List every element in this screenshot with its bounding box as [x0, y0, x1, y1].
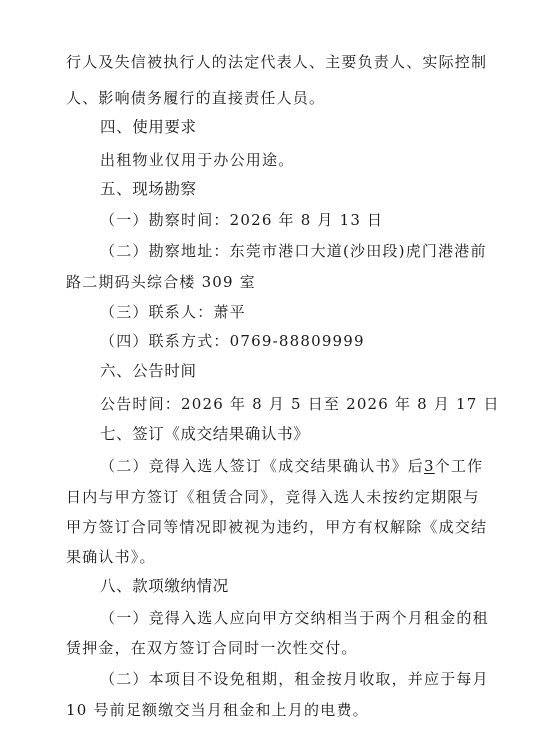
- workdays-number: 3: [424, 457, 435, 475]
- body-line: 出租物业仅用于办公用途。: [100, 151, 295, 169]
- section-heading-8: 八、款项缴纳情况: [100, 577, 229, 595]
- inspection-time: （一）勘察时间：2026 年 8 月 13 日: [100, 211, 384, 229]
- section-heading-6: 六、公告时间: [100, 362, 197, 380]
- body-line: 甲方签订合同等情况即被视为违约，甲方有权解除《成交结: [66, 518, 488, 536]
- section-heading-4: 四、使用要求: [100, 118, 197, 136]
- body-line: 日内与甲方签订《租赁合同》，竞得入选人未按约定期限与: [66, 488, 480, 506]
- contact-phone: （四）联系方式：0769-88809999: [100, 332, 365, 350]
- body-line: （一）竞得入选人应向甲方交纳相当于两个月租金的租: [100, 609, 489, 627]
- body-line: [100, 456, 520, 476]
- body-text: （二）竞得入选人签订《成交结果确认书》后: [100, 457, 425, 475]
- section-heading-7: 七、签订《成交结果确认书》: [100, 425, 310, 443]
- contact-person: （三）联系人：萧平: [100, 303, 246, 321]
- body-line: 赁押金，在双方签订合同时一次性交付。: [66, 639, 358, 657]
- inspection-address-cont: 路二期码头综合楼 309 室: [66, 273, 256, 291]
- body-line: （二）本项目不设免租期，租金按月收取，并应于每月: [100, 670, 489, 688]
- body-line: 行人及失信被执行人的法定代表人、主要负责人、实际控制: [66, 53, 488, 71]
- body-line: 10 号前足额缴交当月租金和上月的电费。: [66, 701, 369, 719]
- body-line: 人、影响债务履行的直接责任人员。: [66, 89, 326, 107]
- body-line: 果确认书》。: [66, 548, 156, 566]
- announcement-time: 公告时间：2026 年 8 月 5 日至 2026 年 8 月 17 日: [100, 395, 500, 413]
- section-heading-5: 五、现场勘察: [100, 180, 197, 198]
- body-text: 个工作: [434, 457, 484, 475]
- inspection-address: （二）勘察地址：东莞市港口大道(沙田段)虎门港港前: [100, 242, 487, 260]
